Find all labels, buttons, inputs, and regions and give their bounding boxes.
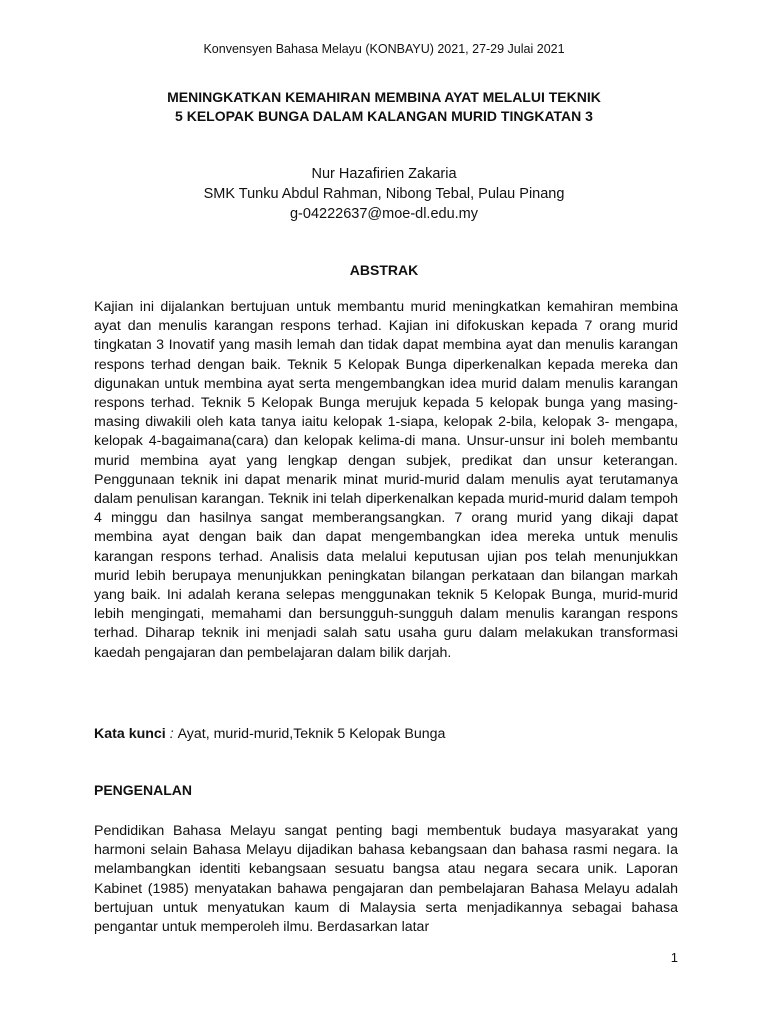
abstract-heading: ABSTRAK <box>349 262 419 278</box>
author-affiliation: SMK Tunku Abdul Rahman, Nibong Tebal, Pulau Pinang <box>203 186 565 202</box>
title-line-2: 5 KELOPAK BUNGA DALAM KALANGAN MURID TINGKATAN 3 <box>175 108 593 124</box>
keywords-text: Ayat, murid-murid,Teknik 5 Kelopak Bunga <box>177 726 446 742</box>
abstract-paragraph: Kajian ini dijalankan bertujuan untuk membantu murid meningkatkan kemahiran membina ayat dan menulis karangan respons terhad. Kajian ini difokuskan kepada 7 orang murid tingkatan 3 Inovatif yang masih lemah dan tidak dapat membina ayat dan menulis karangan respons terhad dengan baik. Teknik 5 Kelopak Bunga diperkenalkan kepada mereka dan digunakan untuk membina ayat serta mengembangkan idea murid dalam menulis karangan respons terhad. Teknik 5 Kelopak Bunga merujuk kepada 5 kelopak bunga yang masing-masing diwakili oleh kata tanya iaitu kelopak 1-siapa, kelopak 2-bila, kelopak 3- mengapa, kelopak 4-bagaimana(cara) dan kelopak kelima-di mana. Unsur-unsur ini boleh membantu murid membina ayat yang lengkap dengan subjek, predikat dan unsur keterangan. Penggunaan teknik ini dapat menarik minat murid-murid dalam menulis ayat terutamanya dalam penulisan karangan. Teknik ini telah diperkenalkan kepada murid-murid dalam tempoh 4 minggu dan hasilnya sangat memberangsangkan. 7 orang murid yang dikaji dapat membina ayat dengan baik dan dapat mengembangkan idea mereka untuk menulis karangan respons terhad. Analisis data melalui keputusan ujian pos telah menunjukkan murid lebih berupaya menunjukkan peningkatan bilangan perkataan dan bilangan markah yang baik. Ini adalah kerana selepas menggunakan teknik 5 Kelopak Bunga, murid-murid lebih mengingati, memahami dan bersungguh-sungguh dalam menulis karangan respons terhad. Diharap teknik ini menjadi salah satu usaha guru dalam melakukan transformasi kaedah pengajaran dan pembelajaran dalam bilik darjah. <box>94 299 678 661</box>
keywords-label: Kata kunci <box>94 726 166 742</box>
running-header: Konvensyen Bahasa Melayu (KONBAYU) 2021, 27-29 Julai 2021 <box>203 42 565 56</box>
author-email: g-04222637@moe-dl.edu.my <box>289 206 479 222</box>
author-block <box>60 164 708 224</box>
introduction-paragraph: Pendidikan Bahasa Melayu sangat penting bagi membentuk budaya masyarakat yang harmoni selain Bahasa Melayu dijadikan bahasa kebangsaan dan bahasa rasmi negara. Ia melambangkan identiti kebangsaan sesuatu bangsa atau negara secara unik. Laporan Kabinet (1985) menyatakan bahawa pengajaran dan pembelajaran Bahasa Melayu adalah bertujuan untuk menyatukan kaum di Malaysia serta menjadikannya sebagai bahasa pengantar untuk memperoleh ilmu. Berdasarkan latar <box>94 823 678 936</box>
page-number: 1 <box>670 950 678 965</box>
paper-title <box>60 88 708 126</box>
introduction-heading: PENGENALAN <box>94 782 193 798</box>
keywords-line <box>94 725 678 744</box>
keywords-separator: : <box>165 726 178 742</box>
title-line-1: MENINGKATKAN KEMAHIRAN MEMBINA AYAT MELALUI TEKNIK <box>167 89 601 105</box>
author-name: Nur Hazafirien Zakaria <box>311 166 457 182</box>
